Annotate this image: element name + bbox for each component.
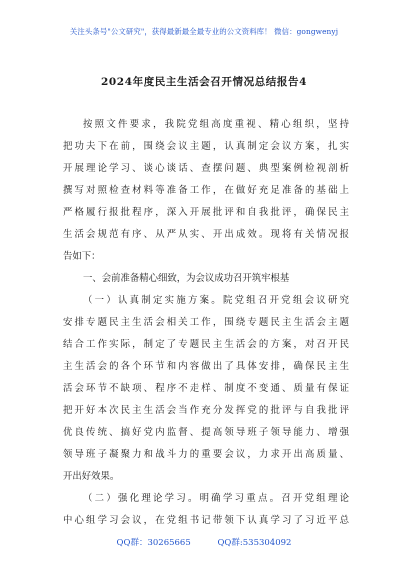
body-line: 结合工作实际，制定了专题民主生活会的方案，对召开民	[63, 339, 349, 350]
body-line: （二）强化理论学习。明确学习重点。召开党组理论	[83, 493, 349, 504]
body-line: 把开好本次民主生活会当作充分发挥党的批评与自我批评	[63, 405, 349, 416]
body-line: 开展理论学习、谈心谈话、查摆问题、典型案例检视剖析	[63, 163, 349, 174]
body-line: 开出好效果。	[63, 471, 120, 482]
body-line: 中心组学习会议，在党组书记带领下认真学习了习近平总	[63, 515, 349, 526]
body-line: 主生活会的各个环节和内容做出了具体安排，确保民主生	[63, 361, 349, 372]
body-line: 生活会规范有序、从严从实、开出成效。现将有关情况报	[63, 229, 349, 240]
body-line: 把功夫下在前，围绕会议主题，认真制定会议方案，扎实	[63, 141, 349, 152]
qq-group-1: QQ群：30265665	[116, 538, 191, 548]
qq-group-2: QQ群:535304092	[217, 538, 292, 548]
body-line: 严格履行报批程序，深入开展批评和自我批评，确保民主	[63, 207, 349, 218]
body-line: 安排专题民主生活会相关工作，围绕专题民主生活会主题	[63, 317, 349, 328]
body-line: 按照文件要求，我院党组高度重视、精心组织，坚持	[83, 119, 349, 130]
body-line: 领导班子凝聚力和战斗力的重要会议，力求开出高质量、	[63, 449, 349, 460]
body-line: 优良传统、搞好党内监督、提高领导班子领导能力、增强	[63, 427, 349, 438]
promo-banner: 关注头条号"公文研究"，获得最新最全最专业的公文资料库！ 微信：gongwenyj	[69, 27, 339, 36]
body-line: 告如下：	[63, 251, 101, 262]
document-title: 2024年度民主生活会召开情况总结报告4	[100, 76, 308, 88]
footer-contact	[0, 536, 408, 548]
body-line: 撰写对照检查材料等准备工作，在做好充足准备的基础上	[63, 185, 349, 196]
body-line: （一）认真制定实施方案。院党组召开党组会议研究	[83, 295, 349, 306]
document-body	[63, 114, 349, 532]
section-heading: 一、会前准备精心细致，为会议成功召开筑牢根基	[83, 273, 290, 284]
body-line: 活会环节不缺项、程序不走样、制度不变通、质量有保证	[63, 383, 349, 394]
